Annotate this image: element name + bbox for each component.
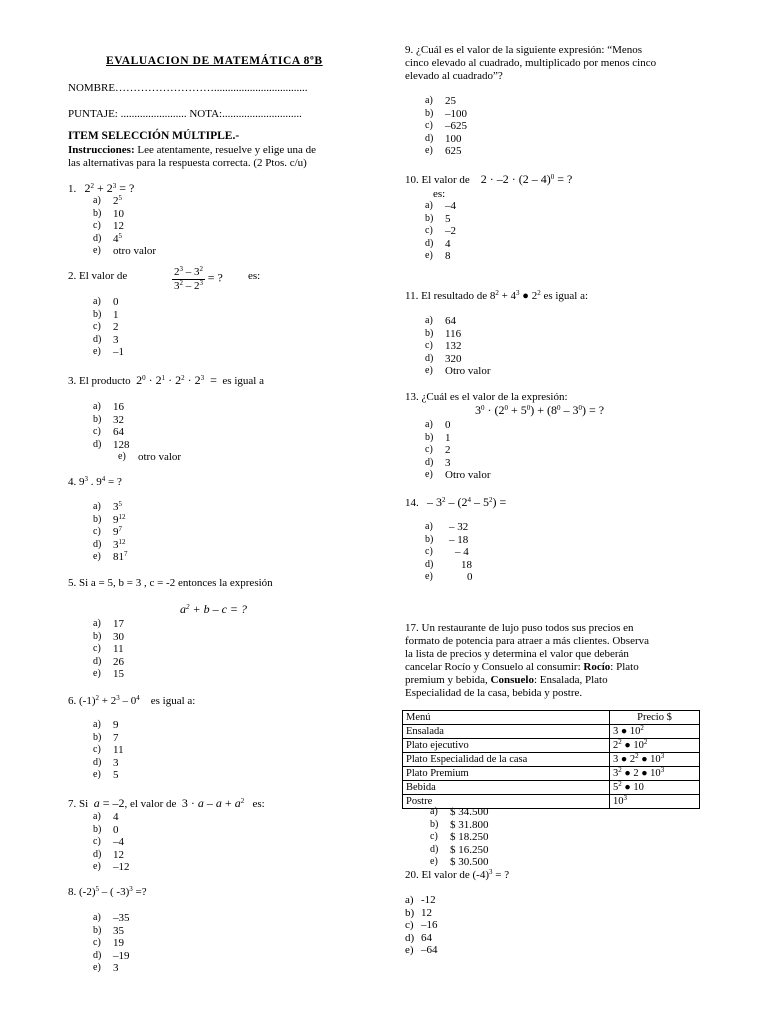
table-cell: Bebida bbox=[403, 781, 610, 795]
question-8: 8. $(-2)^5$ – ( -3)$^3$ =? bbox=[68, 885, 147, 898]
option-e[interactable]: e) Otro valor bbox=[425, 365, 491, 377]
option-e[interactable]: e) –12 bbox=[93, 861, 130, 873]
option-d[interactable]: d) $4^5$ bbox=[93, 231, 122, 245]
question-6-options bbox=[93, 719, 124, 782]
question-7: 7. Si a = –2, el valor de $3 \cdot a - a + a^2$ es: bbox=[68, 796, 265, 810]
option-d[interactable]: d) 3 bbox=[93, 756, 119, 769]
option-c[interactable]: c) 19 bbox=[93, 937, 124, 949]
option-b[interactable]: b) 7 bbox=[93, 731, 119, 744]
question-9-options bbox=[425, 95, 467, 158]
option-c[interactable]: c) 64 bbox=[93, 426, 124, 438]
question-2-fraction: $\frac{2^3 - 3^2}{3^2 - 2^3}$ = ? bbox=[174, 265, 223, 292]
option-b[interactable]: b) – 18 bbox=[425, 533, 469, 546]
table-row bbox=[403, 753, 700, 767]
option-e[interactable]: e) otro valor bbox=[93, 245, 157, 257]
option-e[interactable]: e) –1 bbox=[93, 346, 124, 358]
option-b[interactable]: b) 30 bbox=[93, 630, 124, 643]
option-b[interactable]: b) 5 bbox=[425, 212, 451, 225]
option-c[interactable]: c) 11 bbox=[93, 643, 124, 655]
option-d[interactable]: d) 3 bbox=[425, 456, 451, 469]
question-20: 20. El valor de $(-4)^3$ = ? bbox=[405, 868, 510, 881]
question-3-options bbox=[93, 401, 181, 464]
question-10: 10. El valor de 2 · –2 · (2 – 4)$^0$ = ? bbox=[405, 172, 573, 186]
question-14: 14. – $3^2 - (2^4 - 5^2)$ = bbox=[405, 495, 507, 509]
table-header-menu: Menú bbox=[403, 711, 610, 725]
option-b[interactable]: b) 32 bbox=[93, 413, 124, 426]
option-b[interactable]: b) 35 bbox=[93, 924, 124, 937]
question-4-options bbox=[93, 501, 128, 564]
option-a[interactable]: a) -12 bbox=[405, 894, 436, 906]
question-17-line3: la lista de precios y determina el valor que deberán bbox=[405, 648, 629, 660]
question-6: 6. $(-1)^2 + 2^3 - 0^4$ es igual a: bbox=[68, 694, 196, 707]
table-cell: Ensalada bbox=[403, 725, 610, 739]
option-c[interactable]: c) –16 bbox=[405, 919, 438, 931]
option-d[interactable]: d) 128 bbox=[93, 438, 130, 451]
question-13: 13. ¿Cuál es el valor de la expresión: bbox=[405, 391, 568, 403]
question-17-options bbox=[430, 806, 489, 869]
price-table bbox=[402, 710, 700, 809]
option-c[interactable]: c) 11 bbox=[93, 744, 124, 756]
question-10-options bbox=[425, 200, 456, 263]
table-row bbox=[403, 739, 700, 753]
table-cell: $3^2$ ● 2 ● $10^3$ bbox=[610, 767, 700, 781]
table-cell: Postre bbox=[403, 795, 610, 809]
option-a[interactable]: a) 0 bbox=[93, 296, 119, 308]
question-1-options bbox=[93, 195, 156, 258]
option-c[interactable]: c) –4 bbox=[93, 836, 124, 848]
table-cell: 3 ● $10^2$ bbox=[610, 725, 700, 739]
option-d[interactable]: d) 3 bbox=[93, 333, 119, 346]
option-e[interactable]: e) 5 bbox=[93, 769, 119, 781]
option-b[interactable]: b) 116 bbox=[425, 327, 462, 340]
option-a[interactable]: a) 9 bbox=[93, 719, 119, 731]
option-e[interactable]: e) 0 bbox=[425, 571, 473, 583]
table-cell: $5^2$ ● 10 bbox=[610, 781, 700, 795]
option-b[interactable]: b) 1 bbox=[425, 431, 451, 444]
option-d[interactable]: d) 12 bbox=[93, 848, 124, 861]
question-17-line6: Especialidad de la casa, bebida y postre. bbox=[405, 687, 583, 699]
option-a[interactable]: a) $2^5$ bbox=[93, 194, 122, 207]
option-e[interactable]: e) 8 bbox=[425, 250, 451, 262]
instructions-line2: las alternativas para la respuesta correcta. (2 Ptos. c/u) bbox=[68, 157, 307, 169]
option-b[interactable]: b) $9^{12}$ bbox=[93, 512, 126, 526]
option-e[interactable]: e) –64 bbox=[405, 944, 438, 956]
option-b[interactable]: b) 12 bbox=[405, 906, 432, 919]
option-b[interactable]: b) –100 bbox=[425, 107, 467, 120]
option-d[interactable]: d) 18 bbox=[425, 558, 472, 571]
option-d[interactable]: d) 64 bbox=[405, 931, 432, 944]
option-b[interactable]: b) 1 bbox=[93, 308, 119, 321]
option-c[interactable]: c) 2 bbox=[93, 321, 119, 333]
question-4: 4. $9^3$ . $9^4$ = ? bbox=[68, 475, 122, 488]
table-cell: $10^3$ bbox=[610, 795, 700, 809]
option-c[interactable]: c) 2 bbox=[425, 444, 451, 456]
instructions-line1: Instrucciones: Lee atentamente, resuelve y elige una de bbox=[68, 144, 317, 156]
option-a[interactable]: a) 4 bbox=[93, 811, 119, 823]
question-20-options bbox=[405, 894, 438, 957]
option-e[interactable]: e) 3 bbox=[93, 962, 119, 974]
option-b[interactable]: b) 0 bbox=[93, 823, 119, 836]
option-e[interactable]: e) 625 bbox=[425, 145, 462, 157]
option-e[interactable]: e) $81^7$ bbox=[93, 550, 128, 563]
question-11-options bbox=[425, 315, 491, 378]
option-b[interactable]: b) $ 31.800 bbox=[430, 818, 489, 831]
question-5-expression: $a^2 + b - c$ = ? bbox=[180, 602, 248, 616]
section-title: ITEM SELECCIÓN MÚLTIPLE.- bbox=[68, 130, 240, 142]
option-d[interactable]: d) $ 16.250 bbox=[430, 843, 489, 856]
question-11: 11. El resultado de $8^2 + 4^3$ ● $2^2$ es igual a: bbox=[405, 289, 589, 302]
table-cell: 3 ● $2^2$ ● $10^3$ bbox=[610, 753, 700, 767]
option-c[interactable]: c) 132 bbox=[425, 340, 462, 352]
option-a[interactable]: a) $3^5$ bbox=[93, 500, 122, 513]
table-cell: $2^2$ ● $10^2$ bbox=[610, 739, 700, 753]
table-row bbox=[403, 781, 700, 795]
option-e[interactable]: e) Otro valor bbox=[425, 469, 491, 481]
question-3: 3. El producto $2^0 \cdot 2^1 \cdot 2^2 \cdot 2^3$ = es igual a bbox=[68, 373, 264, 387]
question-10-suffix: es: bbox=[433, 188, 446, 200]
option-c[interactable]: c) –2 bbox=[425, 225, 456, 237]
table-row bbox=[403, 725, 700, 739]
page-title: EVALUACION DE MATEMÁTICA 8ºB bbox=[106, 55, 323, 67]
table-header-row bbox=[403, 711, 700, 725]
question-17-line5: premium y bebida, Consuelo: Ensalada, Plato bbox=[405, 674, 608, 686]
table-header-price: Precio $ bbox=[610, 711, 700, 725]
option-e[interactable]: e) 15 bbox=[93, 668, 124, 680]
table-cell: Plato ejecutivo bbox=[403, 739, 610, 753]
question-2-options bbox=[93, 296, 124, 359]
question-9-line3: elevado al cuadrado”? bbox=[405, 70, 503, 82]
option-d[interactable]: d) 320 bbox=[425, 352, 462, 365]
option-a[interactable]: a) –4 bbox=[425, 200, 456, 212]
option-c[interactable]: c) – 4 bbox=[425, 546, 469, 558]
option-c[interactable]: c) –625 bbox=[425, 120, 467, 132]
option-a[interactable]: a) – 32 bbox=[425, 521, 469, 533]
question-17-line1: 17. Un restaurante de lujo puso todos sus precios en bbox=[405, 622, 634, 634]
option-a[interactable]: a) –35 bbox=[93, 912, 130, 924]
question-9-line1: 9. ¿Cuál es el valor de la siguiente expresión: “Menos bbox=[405, 44, 643, 56]
table-cell: Plato Especialidad de la casa bbox=[403, 753, 610, 767]
option-c[interactable]: c) $9^7$ bbox=[93, 525, 122, 538]
name-field[interactable]: NOMBRE……………………….................................. bbox=[68, 82, 308, 94]
option-a[interactable]: a) 16 bbox=[93, 401, 124, 413]
option-c[interactable]: c) $ 18.250 bbox=[430, 831, 489, 843]
option-a[interactable]: a) $ 34.500 bbox=[430, 806, 489, 818]
option-a[interactable]: a) 0 bbox=[425, 419, 451, 431]
option-c[interactable]: c) 12 bbox=[93, 220, 124, 232]
option-a[interactable]: a) 17 bbox=[93, 618, 124, 630]
question-7-options bbox=[93, 811, 130, 874]
question-2: 2. El valor de bbox=[68, 270, 128, 282]
question-13-expression: $3^0 \cdot (2^0 + 5^0) + (8^0 - 3^0)$ = ? bbox=[475, 403, 605, 417]
option-b[interactable]: b) 10 bbox=[93, 207, 124, 220]
question-5-options bbox=[93, 618, 124, 681]
question-2-suffix: es: bbox=[248, 270, 261, 282]
question-8-options bbox=[93, 912, 130, 975]
option-e[interactable]: e) $ 30.500 bbox=[430, 856, 489, 868]
option-a[interactable]: a) 25 bbox=[425, 95, 456, 107]
table-row bbox=[403, 767, 700, 781]
question-1: 1. $2^2 + 2^3$ = ? bbox=[68, 181, 135, 195]
option-d[interactable]: d) –19 bbox=[93, 949, 130, 962]
question-17-line4: cancelar Rocío y Consuelo al consumir: Rocío: Plato bbox=[405, 661, 639, 673]
option-d[interactable]: d) 100 bbox=[425, 132, 462, 145]
question-14-options bbox=[425, 521, 473, 584]
question-17-line2: formato de potencia para atraer a más clientes. Observa bbox=[405, 635, 650, 647]
option-e[interactable]: e) otro valor bbox=[118, 451, 182, 463]
option-d[interactable]: d) $3^{12}$ bbox=[93, 537, 126, 551]
question-13-options bbox=[425, 419, 491, 482]
option-a[interactable]: a) 64 bbox=[425, 315, 456, 327]
option-d[interactable]: d) 4 bbox=[425, 237, 451, 250]
score-field[interactable]: PUNTAJE: ........................ NOTA:............................. bbox=[68, 108, 302, 120]
question-9-line2: cinco elevado al cuadrado, multiplicado por menos cinco bbox=[405, 57, 657, 69]
option-d[interactable]: d) 26 bbox=[93, 655, 124, 668]
table-cell: Plato Premium bbox=[403, 767, 610, 781]
question-5: 5. Si a = 5, b = 3 , c = -2 entonces la expresión bbox=[68, 577, 273, 589]
